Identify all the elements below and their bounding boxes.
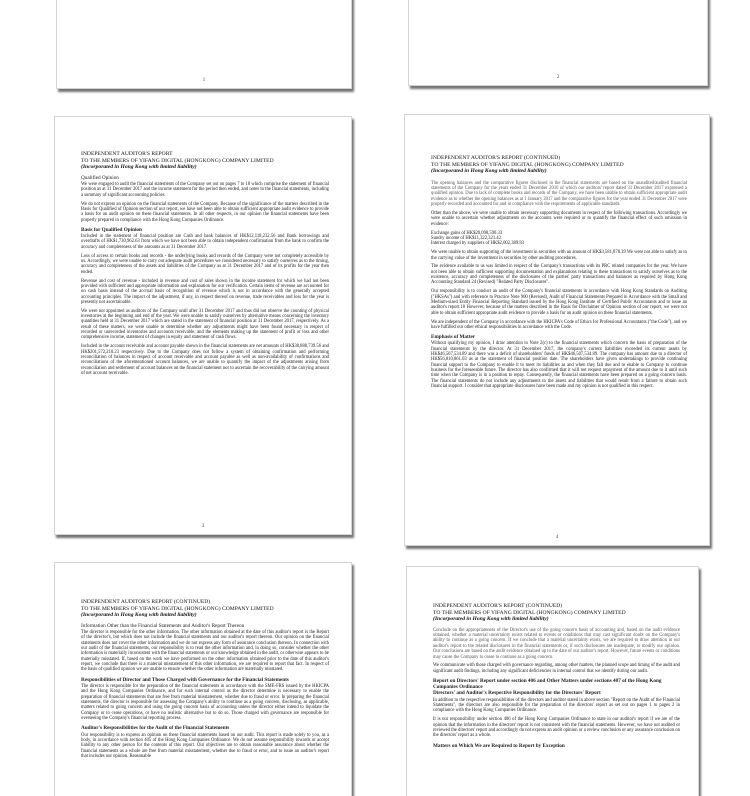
report-addressee: TO THE MEMBERS OF YIFANG DIGITAL (HONGKONG) COMPANY LIMITED	[433, 609, 626, 616]
unsupported-transactions-list	[431, 231, 687, 247]
paragraph: Loss of access to certain books and records - the underlying books and records of the Company were not completely accessible by us. Accordingly, we were unable to carry out adequate audit procedures we considered necessary to satisfy ourselves as to the timing, accuracy and completeness of the assets and liabilities of the Company as at 31 December 2017 and of its profits for the year then ended.	[81, 253, 329, 275]
paragraph: Our responsibility is to conduct an audit of the Company's financial statements in accordance with Hong Kong Standards on Auditing ("HKSAs") and with reference to Practice Note 900 (Revised), Audit of Financial Statements Prepared in Accordance with the Small and Medium-sized Entity Financial Reporting Standard issued by the Hong Kong Institute of Certified Public Accountants and to issue an auditor's report.18 However, because of the matters described in the Basis for Disclaimer of Opinion section of our report, we were not able to obtain sufficient appropriate audit evidence to provide a basis for an audit opinion on these financial statements.	[431, 289, 687, 316]
list-item: Exchange gains of HK$20,090,590.33	[431, 230, 503, 236]
section-heading: Basis for Qualified Opinion	[81, 226, 142, 233]
document-page-6	[406, 566, 699, 796]
incorporation-note: (Incorporated in Hong Kong with limited liability)	[433, 616, 549, 623]
paragraph: Conclude on the appropriateness of the Director's use of the going concern basis of accounting and, based on the audit evidence obtained, whether a material uncertainty exists related to events or conditions that may cast significant doubt on the Company's ability to continue as a going concern. If we conclude that a material uncertainty exists, we are required to draw attention in our auditor's report to the related disclosures in the financial statements or, if such disclosures are inadequate, to modify our opinion. Our conclusions are based on the audit evidence obtained up to the date of our auditor's report. However, future events or conditions may cause the Company to cease to continue as a going concern.	[433, 627, 680, 660]
page-number: 1	[202, 78, 206, 83]
paragraph: Revenue and cost of revenue - included in revenue and cost of sales shown in the income statement for which we had not been provided with sufficient and appropriate information and explanation for our verification. Certain items of revenue are accounted for on cash basis instead of the accrual basis of recognition of revenue which is not in accordance with the generally accepted accounting principles. The impact of the adjustment, if any, in respect thereof on revenue, trade receivables and loss for the year is presently not ascertainable.	[81, 278, 329, 305]
incorporation-note: (Incorporated in Hong Kong with limited liability)	[81, 164, 197, 171]
report-header	[81, 151, 329, 171]
paragraph: We were engaged to audit the financial statements of the Company set out on pages 7 to 18 which comprise the statement of financial position as at 31 December 2017 and the income statement for the period then ended, and notes to the financial statements, including a summary of significant accounting policies.	[81, 181, 329, 198]
report-header	[433, 603, 680, 623]
report-title: INDEPENDENT AUDITOR'S REPORT (CONTINUED)	[431, 155, 561, 161]
list-item: Sundry income of HK$11,322,321.42	[431, 235, 501, 241]
paragraph: We communicate with those charged with governance regarding, among other matters, the planned scope and timing of the audit and significant audit findings, including any significant deficiencies in internal control that we identify during our audit.	[433, 663, 680, 674]
section-heading: Emphasis of Matter	[431, 334, 476, 341]
section-heading: Matters on Which We are Required to Report by Exception	[433, 742, 565, 749]
paragraph: Other than the above, we were unable to obtain necessary supporting documents in respect of the following transactions. Accordingly we were unable to ascertain whether adjustments on the accounts were required or to quantify the financial effect of such omission in evidence:	[431, 211, 687, 227]
section-heading: Information Other than the Financial Statements and Auditor's Report Thereon	[81, 622, 245, 629]
paragraph: Included in the account receivable and account payable shown in the financial statements are net amounts of HK$38,888,739.56 and HK$201,572,210.23 respectively. Due to the Company does not follow a system of obtaining confirmation and performing reconciliation of balances in respect of account receivable and account payable as well as non-availability of confirmations and reconciliations of the aforementioned account balances, we are unable to quantify the impact of the adjustments arising from reconciliation and settlement of account balances on the financial statement nor to ascertain the recoverability of the carrying amount of net account receivable.	[81, 344, 329, 376]
report-header	[431, 155, 687, 175]
report-title: INDEPENDENT AUDITOR'S REPORT	[81, 151, 173, 157]
report-addressee: TO THE MEMBERS OF YIFANG DIGITAL (HONGKONG) COMPANY LIMITED	[81, 157, 274, 164]
paragraph: The director is responsible for the other information. The other information obtained at the date of this auditor's report is the Report of the director's, but which does not include the financial statements and our auditor's report thereon. Our opinion on the financial statements does not cover the other information and we do not express any form of assurance conclusion thereon. In connection with our audit of the financial statements, our responsibility is to read the other information and, in doing so, consider whether the other information is materially inconsistent with the financial statements or our knowledge obtained in the audit, or otherwise appears to be materially misstated. If, based on the work we have performed on the other information obtained prior to the date of this auditor's report, we conclude that there is a material misstatement of this other information, we are required to report that fact. In respect of the basis of qualified opinion we are unable to ensure whether the other information are materially misstated.	[81, 629, 329, 673]
report-header	[81, 599, 329, 619]
paragraph: Included in the statement of financial position are Cash and bank balances of HK$12,118,232.56 and Bank borrowings and overdrafts of HK$1,730,962.63 from which we have not been able to obtain independent confirmation from the bank to confirm the accuracy and completeness of the amounts as at 31 December 2017.	[81, 234, 329, 250]
report-addressee: TO THE MEMBERS OF YIFANG DIGITAL (HONGKONG) COMPANY LIMITED	[81, 605, 274, 612]
document-page-2	[408, 0, 708, 86]
section-heading: Auditor's Responsibilities for the Audit of the Financial Statements	[81, 725, 230, 732]
paragraph: Our responsibility is to express an opinion on these financial statements based on our audit. This report is made solely to you, as a body, in accordance with section 405 of the Hong Kong Companies Ordinance. We do not assume responsibility towards or accept liability to any other person for the contents of this report. Our objectives are to obtain reasonable assurance about whether the financial statements as a whole are free from material misstatement, whether due to fraud or error, and to issue an auditor's report that includes our opinion. Reasonable	[81, 732, 329, 759]
section-heading: Qualified Opinion	[81, 174, 119, 181]
document-page-5	[54, 562, 352, 796]
section-heading: Responsibilities of Director and Those Charged with Governance for the Financial Statements	[81, 676, 289, 683]
report-addressee: TO THE MEMBERS OF YIFANG DIGITAL (HONGKONG) COMPANY LIMITED	[431, 161, 624, 168]
page-number: 3	[201, 524, 205, 529]
paragraph: We do not express an opinion on the financial statements of the Company. Because of the significance of the matters described in the Basis for Qualified of Opinion section of our report, we have not been able to obtain sufficient appropriate audit evidence to provide a basis for an audit opinion on these financial statements. In all other respects, in our opinion the financial statements have been properly prepared in compliance with the Hong Kong Companies Ordinance.	[81, 201, 329, 223]
paragraph: In addition to the respective responsibilities of the directors and auditor stated in above section "Report on the Audit of the Financial Statements", the directors are also responsible for the preparation of the directors' report as set out on pages 1 to pages 2 in compliance with the Hong Kong Companies Ordinance.	[433, 697, 680, 714]
paragraph: The director is responsible for the preparation of the financial statements in accordance with the SME-FRS issued by the HKICPA and the Hong Kong Companies Ordinance, and for such internal control as the director determine is necessary to enable the preparation of financial statements that are free from material misstatement, whether due to fraud or error. In preparing the financial statements, the director is responsible for assessing the Company's ability to continue as a going concern, disclosing, as applicable, matters related to going concern and using the going concern basis of accounting unless the director either intend to liquidate the Company or to cease operations, or have no realistic alternative but to do so. Those charged with governance are responsible for overseeing the Company's financial reporting process.	[81, 683, 329, 721]
paragraph: We are independent of the Company in accordance with the HKICPA's Code of Ethics for Professional Accountants ("the Code"), and we have fulfilled our other ethical responsibilities in accordance with the Code.	[431, 319, 687, 330]
section-heading: Report on Directors' Report under section 406 and Other Matters under sections 407 of the Hong Kong Companies Ordinance	[433, 678, 662, 691]
page-number: 4	[555, 535, 559, 540]
list-item: Interest charged by suppliers of HK$2,002,389.83	[431, 241, 524, 247]
page-number: 2	[556, 75, 560, 80]
document-page-1	[56, 0, 352, 89]
document-page-3	[54, 116, 352, 535]
section-subheading: Directors' and Auditor's Respective Responsibility for the Directors' Report	[433, 690, 601, 697]
paragraph: The evidence available to us was limited in respect of the Company's transactions with its PRC related companies for the year. We have not been able to obtain sufficient supporting documentation and explanations relating to these transactions to satisfy ourselves as to the existence, accuracy and completeness of the disclosures of the parties' party transactions and balances as required by Hong Kong Accounting Standard 24 (Revised) "Related Party Disclosures".	[431, 264, 687, 286]
paragraph: Without qualifying my opinion, I draw attention to Note 2(c) to the financial statements which concern the basis of preparation of the financial statements by the director. At 31 December 2017, the company's current liabilities exceeded its current assets by HK$46,507,534.89 and there was a deficit of shareholders' funds of HK$46,507,534.89. The company has amount due to a director of HK$56,810,861.03 as at the statement of financial position date. The shareholders have given undertakings to provide continuing financial support to the Company to enable it to meet its liabilities as and when they fall due and to enable to Company to continue business for the foreseeable future. The director has also confirmed that it will not request repayment of the amount due to it until such time when the Company is in a position to repay. Consequently, the financial statements have been prepared on a going concern basis. The financial statements do not include any adjustments to the assets and liabilities that would result from a failure to obtain such financial support. I consider that appropriate disclosures have been made and my opinion is not qualified in this respect.	[431, 341, 687, 390]
paragraph: The opening balances and the comparative figures disclosed in the financial statements are based on the unaudited/audited financial statements of the Company for the years ended 31 December 2016 of which our auditors' report dated 31 December 2017 expressed a qualified opinion. Due to lack of complete books and records of the Company, we have been unable to obtain sufficient appropriate audit evidence as to whether the opening balances as at 1 January 2017 and the comparative figures for the year ended 31 December 2017 were properly recorded and accounted for and in compliance with the requirements of applicable standards.	[431, 180, 687, 208]
document-page-4	[404, 114, 710, 546]
paragraph: We were not appointed as auditors of the Company until after 31 December 2017 and thus did not observe the counting of physical inventories at the beginning and end of the year. We were unable to satisfy ourselves by alternative means concerning the inventory quantities held at 31 December 2017 which are stated in the statement of financial position at 31 December 2017, respectively. As a result of these matters, we were unable to determine whether any adjustments might have been found necessary in respect of recorded or unrecorded inventories and accounts receivable, and the elements making up the statement of profit or loss and other comprehensive income, statement of changes in equity and statement of cash flows.	[81, 308, 329, 341]
report-title: INDEPENDENT AUDITOR'S REPORT (CONTINUED)	[433, 603, 563, 609]
incorporation-note: (Incorporated in Hong Kong with limited liability)	[81, 612, 197, 619]
incorporation-note: (Incorporated in Hong Kong with limited liability)	[431, 168, 547, 175]
report-title: INDEPENDENT AUDITOR'S REPORT (CONTINUED)	[81, 599, 211, 605]
paragraph: We were unable to obtain supporting of the investment in securities with an amount of HK$3,581,878.39 We were not able to satisfy as to the carrying value of the investment in securities by other auditing procedures.	[431, 250, 687, 261]
paragraph: It is our responsibility under section 406 of the Hong Kong Companies Ordinance to state in our auditor's report if we are of the opinion that the information in the directors' report is not consistent with the financial statements. However, we have not audited or reviewed the directors' report and accordingly do not express an audit opinion or a review conclusion or any assurance conclusion on the directors' report as a whole.	[433, 717, 680, 739]
